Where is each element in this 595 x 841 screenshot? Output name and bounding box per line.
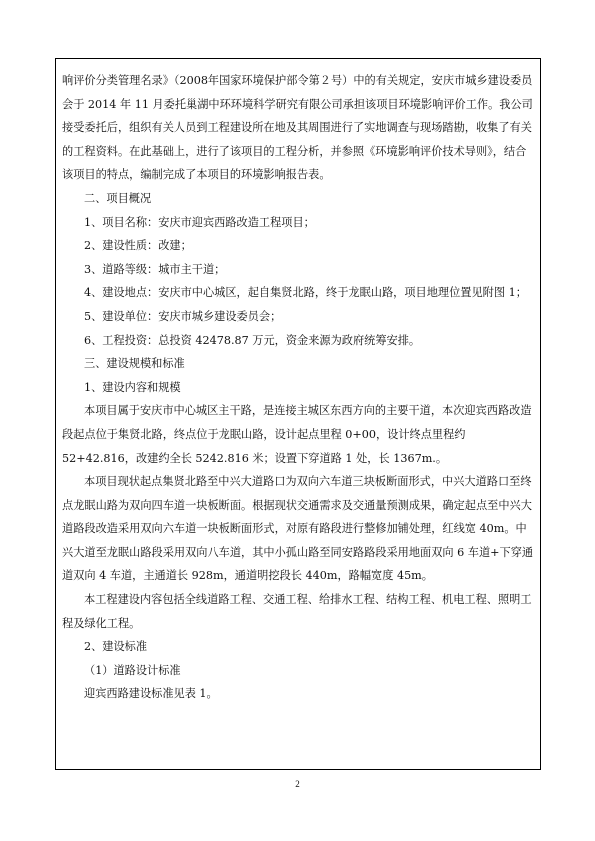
paragraph: （1）道路设计标准 (84, 663, 181, 677)
paragraph: 1、项目名称：安庆市迎宾西路改造工程项目； (84, 215, 315, 229)
paragraph: 2、建设标准 (84, 640, 148, 654)
paragraph: 2、建设性质：改建； (84, 239, 192, 253)
paragraph: 5、建设单位：安庆市城乡建设委员会； (84, 309, 282, 323)
paragraph: 响评价分类管理名录》（2008年国家环境保护部令第２号）中的有关规定，安庆市城乡建设委员会于 2014 年 11 月委托巢湖中环环境科学研究有限公司承担该项目环境影响评价工作。我公司接受委托后，组织有关人员到工程建设所在地及其周围进行了实地调查与现场踏勘，收集了有关的工程资料。在此基础上，进行了该项目的工程分析，并参照《环境影响评价技术导则》，结合该项目的特点，编制完成了本项目的环境影响报告表。 (62, 74, 533, 182)
document-body (62, 69, 534, 706)
paragraph: 4、建设地点：安庆市中心城区，起自集贤北路，终于龙眠山路，项目地理位置见附图 1； (84, 286, 527, 300)
paragraph: 本项目现状起点集贤北路至中兴大道路口为双向六车道三块板断面形式，中兴大道路口至终点龙眠山路为双向四车道一块板断面。根据现状交通需求及交通量预测成果，确定起点至中兴大道路段改造采用双向六车道一块板断面形式，对原有路段进行整修加铺处理，红线宽 40m。中兴大道至龙眠山路段采用双向八车道，其中小孤山路至同安路路段采用地面双向 6 车道+下穿通道双向 4 车道，主通道长 928m，通道明挖段长 440m，路幅宽度 45m。 (62, 475, 534, 583)
paragraph: 三、建设规模和标准 (84, 357, 185, 371)
page-number: 2 (295, 779, 300, 789)
paragraph: 6、工程投资：总投资 42478.87 万元，资金来源为政府统筹安排。 (84, 333, 421, 347)
paragraph: 1、建设内容和规模 (84, 380, 181, 394)
paragraph: 本项目属于安庆市中心城区主干路，是连接主城区东西方向的主要干道，本次迎宾西路改造段起点位于集贤北路，终点位于龙眠山路，设计起点里程 0+00，设计终点里程约52+42.816，改建约全长 5242.816 米；设置下穿道路 1 处，长 1367m.。 (62, 404, 532, 465)
content-frame (55, 58, 541, 770)
paragraph: 本工程建设内容包括全线道路工程、交通工程、给排水工程、结构工程、机电工程、照明工程及绿化工程。 (62, 593, 532, 630)
paragraph: 迎宾西路建设标准见表 1。 (84, 687, 218, 701)
paragraph: 3、道路等级：城市主干道； (84, 262, 226, 276)
paragraph: 二、项目概况 (84, 191, 152, 205)
